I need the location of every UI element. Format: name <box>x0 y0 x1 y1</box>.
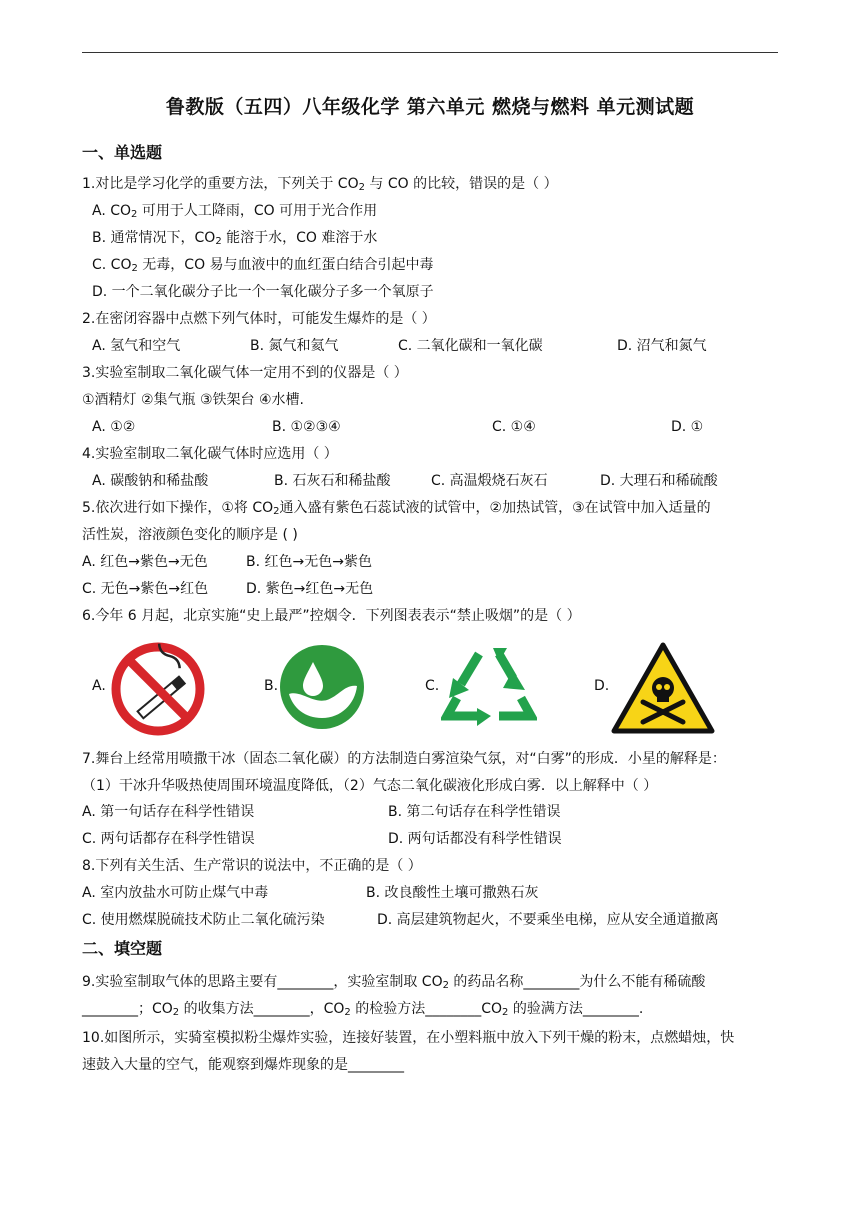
question-9-line-2: ________；CO2 的收集方法________，CO2 的检验方法________CO2 的验满方法________. <box>82 1001 644 1018</box>
question-5-option-d[interactable]: D. 紫色→红色→无色 <box>246 581 374 597</box>
question-8-stem: 8.下列有关生活、生产常识的说法中，不正确的是（ ） <box>82 858 422 874</box>
water-saving-sign-icon[interactable] <box>279 644 365 730</box>
section-heading-fill-in: 二、填空题 <box>82 939 163 958</box>
question-5-stem: 5.依次进行如下操作，①将 CO2通入盛有紫色石蕊试液的试管中，②加热试管，③在试管中加入适量的 <box>82 500 711 517</box>
question-1-option-a[interactable]: A. CO2 可用于人工降雨，CO 可用于光合作用 <box>92 203 378 220</box>
question-2-option-c[interactable]: C. 二氧化碳和一氧化碳 <box>398 338 543 354</box>
question-7-option-b[interactable]: B. 第二句话存在科学性错误 <box>388 804 561 820</box>
question-2-stem: 2.在密闭容器中点燃下列气体时，可能发生爆炸的是（ ） <box>82 311 436 327</box>
question-3-option-a[interactable]: A. ①② <box>92 419 136 435</box>
question-3-option-b[interactable]: B. ①②③④ <box>272 419 341 435</box>
question-2-option-d[interactable]: D. 沼气和氮气 <box>617 338 707 354</box>
question-3-stem: 3.实验室制取二氧化碳气体一定用不到的仪器是（ ） <box>82 365 408 381</box>
question-1-option-c[interactable]: C. CO2 无毒，CO 易与血液中的血红蛋白结合引起中毒 <box>92 257 434 274</box>
question-1-option-b[interactable]: B. 通常情况下，CO2 能溶于水，CO 难溶于水 <box>92 230 378 247</box>
no-smoking-sign-icon[interactable] <box>110 641 206 737</box>
question-6-option-b-label[interactable]: B. <box>264 678 279 694</box>
question-8-option-a[interactable]: A. 室内放盐水可防止煤气中毒 <box>82 885 269 901</box>
question-5-option-a[interactable]: A. 红色→紫色→无色 <box>82 554 208 570</box>
question-6-option-c-label[interactable]: C. <box>425 678 440 694</box>
question-4-stem: 4.实验室制取二氧化碳气体时应选用（ ） <box>82 446 338 462</box>
question-4-option-a[interactable]: A. 碳酸钠和稀盐酸 <box>92 473 209 489</box>
toxic-hazard-sign-icon[interactable] <box>611 642 715 734</box>
question-10-line-1: 10.如图所示，实骑室模拟粉尘爆炸实验，连接好装置，在小塑料瓶中放入下列干燥的粉末，点燃蜡烛，快 <box>82 1030 735 1046</box>
question-5-option-c[interactable]: C. 无色→紫色→红色 <box>82 581 209 597</box>
recycling-sign-icon[interactable] <box>441 644 537 730</box>
question-7-option-c[interactable]: C. 两句话都存在科学性错误 <box>82 831 255 847</box>
question-8-option-b[interactable]: B. 改良酸性土壤可撒熟石灰 <box>366 885 539 901</box>
question-6-option-a-label[interactable]: A. <box>92 678 106 694</box>
question-1-option-d[interactable]: D. 一个二氧化碳分子比一个一氧化碳分子多一个氧原子 <box>92 284 434 300</box>
question-7-stem-continued: （1）干冰升华吸热使周围环境温度降低，（2）气态二氧化碳液化形成白雾．以上解释中（ ） <box>82 778 658 794</box>
question-4-option-d[interactable]: D. 大理石和稀硫酸 <box>600 473 718 489</box>
question-2-option-a[interactable]: A. 氢气和空气 <box>92 338 181 354</box>
question-9-line-1: 9.实验室制取气体的思路主要有________，实验室制取 CO2 的药品名称________为什么不能有稀硫酸 <box>82 974 706 991</box>
question-3-items: ①酒精灯 ②集气瓶 ③铁架台 ④水槽. <box>82 392 305 408</box>
question-8-option-d[interactable]: D. 高层建筑物起火，不要乘坐电梯，应从安全通道撤离 <box>377 912 719 928</box>
question-4-option-b[interactable]: B. 石灰石和稀盐酸 <box>274 473 391 489</box>
section-heading-single-choice: 一、单选题 <box>82 143 163 162</box>
question-1-stem: 1.对比是学习化学的重要方法，下列关于 CO2 与 CO 的比较，错误的是（ ） <box>82 176 558 193</box>
question-8-option-c[interactable]: C. 使用燃煤脱硫技术防止二氧化硫污染 <box>82 912 325 928</box>
question-6-stem: 6.今年 6 月起，北京实施“史上最严”控烟令．下列图表表示“禁止吸烟”的是（ ） <box>82 608 581 624</box>
question-3-option-c[interactable]: C. ①④ <box>492 419 536 435</box>
question-4-option-c[interactable]: C. 高温煅烧石灰石 <box>431 473 548 489</box>
question-7-stem: 7.舞台上经常用喷撒干冰（固态二氧化碳）的方法制造白雾渲染气氛，对“白雾”的形成．小星的解释是： <box>82 751 726 767</box>
question-5-stem-continued: 活性炭，溶液颜色变化的顺序是 ( ) <box>82 527 298 543</box>
header-rule <box>82 52 778 53</box>
page-title: 鲁教版（五四）八年级化学 第六单元 燃烧与燃料 单元测试题 <box>165 96 695 118</box>
question-5-option-b[interactable]: B. 红色→无色→紫色 <box>246 554 372 570</box>
question-6-option-d-label[interactable]: D. <box>594 678 610 694</box>
question-2-option-b[interactable]: B. 氮气和氦气 <box>250 338 339 354</box>
question-7-option-a[interactable]: A. 第一句话存在科学性错误 <box>82 804 255 820</box>
question-10-line-2: 速鼓入大量的空气，能观察到爆炸现象的是________ <box>82 1057 404 1073</box>
question-7-option-d[interactable]: D. 两句话都没有科学性错误 <box>388 831 562 847</box>
question-3-option-d[interactable]: D. ① <box>671 419 704 435</box>
